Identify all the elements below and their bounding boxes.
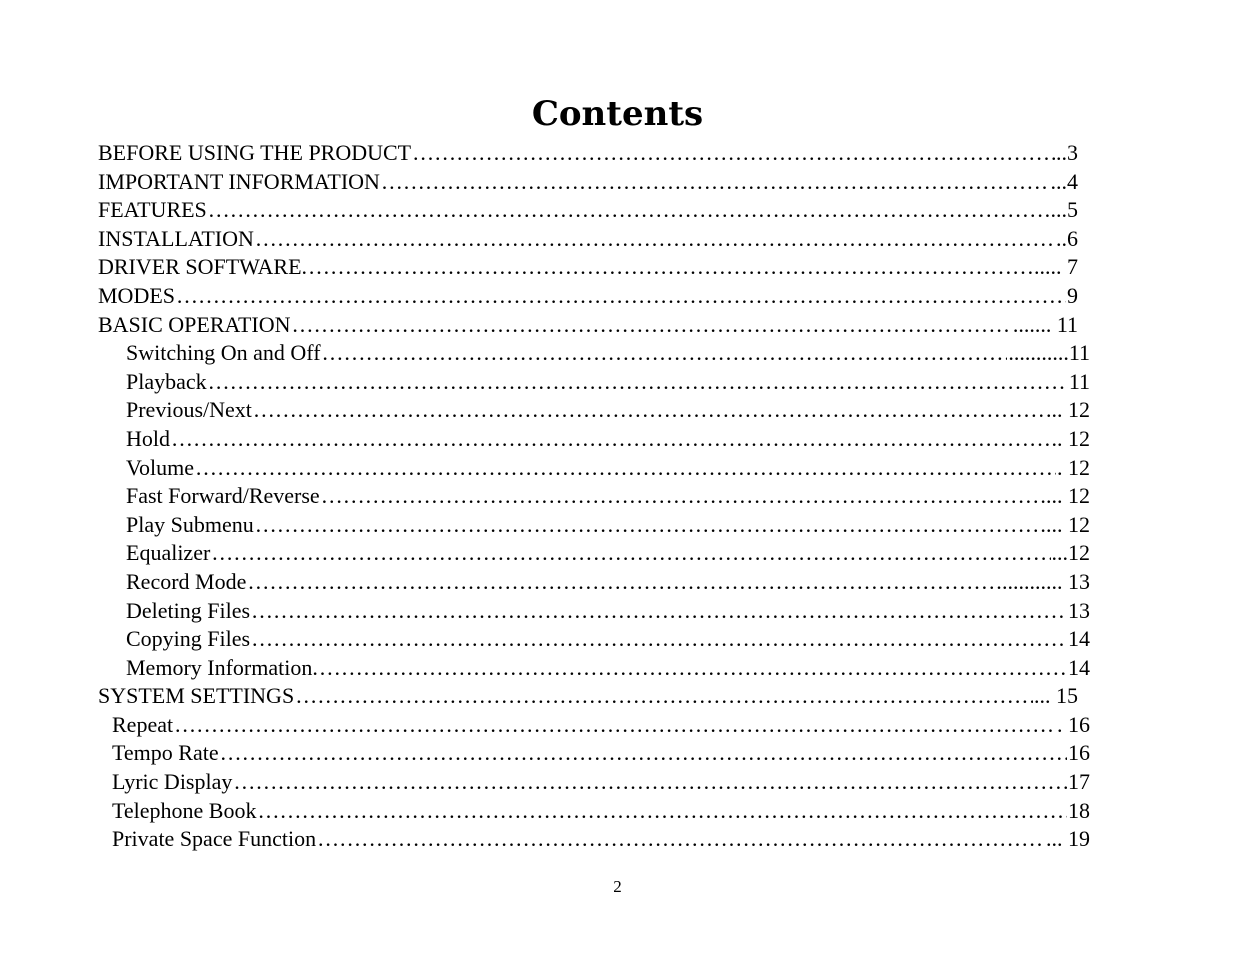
toc-dot-leader bbox=[195, 454, 1056, 483]
toc-entry-label: INSTALLATION bbox=[98, 225, 254, 251]
toc-entry[interactable] bbox=[0, 396, 1090, 425]
toc-dot-leader bbox=[257, 797, 1067, 826]
toc-entry[interactable] bbox=[0, 568, 1090, 597]
toc-entry-page: ...12 bbox=[1051, 540, 1090, 566]
page-title: Contents bbox=[531, 94, 704, 134]
toc-entry-page: ..... 7 bbox=[1034, 254, 1078, 280]
toc-entry-label: Deleting Files bbox=[126, 597, 251, 623]
toc-dot-leader bbox=[208, 196, 1050, 225]
toc-entry[interactable] bbox=[0, 425, 1090, 454]
toc-entry-label: SYSTEM SETTINGS bbox=[98, 683, 295, 709]
toc-entry-page: 17 bbox=[1068, 769, 1090, 795]
toc-entry[interactable] bbox=[0, 739, 1090, 768]
toc-entry-label: DRIVER SOFTWARE. bbox=[98, 254, 308, 280]
toc-entry-page: ... 19 bbox=[1046, 826, 1090, 852]
toc-entry-label: Equalizer bbox=[126, 540, 211, 566]
toc-entry-page: 13 bbox=[1068, 597, 1090, 623]
toc-entry-page: ..3 bbox=[1056, 140, 1078, 165]
toc-entry-page: ...........11 bbox=[1008, 340, 1090, 366]
table-of-contents bbox=[0, 139, 1235, 854]
toc-dot-leader bbox=[255, 511, 1045, 540]
toc-entry-page: ..6 bbox=[1056, 225, 1078, 251]
toc-entry-page: ... 12 bbox=[1046, 483, 1090, 509]
toc-entry-label: Telephone Book bbox=[112, 797, 257, 823]
toc-entry-page: ........... 13 bbox=[1002, 568, 1090, 594]
toc-entry-label: Volume bbox=[126, 454, 195, 480]
toc-entry[interactable] bbox=[0, 225, 1078, 254]
toc-entry-label: BASIC OPERATION bbox=[98, 311, 291, 337]
toc-entry-page: ...4 bbox=[1050, 168, 1078, 194]
toc-dot-leader bbox=[174, 711, 1056, 740]
toc-dot-leader bbox=[233, 768, 1067, 797]
toc-entry-label: Repeat bbox=[112, 711, 174, 737]
toc-entry[interactable] bbox=[0, 768, 1090, 797]
toc-entry-page: 9 bbox=[1067, 282, 1078, 308]
toc-entry-label: Tempo Rate bbox=[112, 740, 219, 766]
toc-entry-label: Record Mode bbox=[126, 568, 247, 594]
toc-dot-leader bbox=[211, 539, 1050, 568]
toc-entry-label: Memory Information. bbox=[126, 654, 318, 680]
toc-dot-leader bbox=[295, 682, 1033, 711]
toc-entry[interactable] bbox=[0, 625, 1090, 654]
toc-entry-label: Private Space Function bbox=[112, 826, 317, 852]
toc-entry-label: MODES bbox=[98, 282, 176, 308]
toc-entry[interactable] bbox=[0, 711, 1090, 740]
toc-dot-leader bbox=[322, 339, 1008, 368]
toc-entry-label: Fast Forward/Reverse bbox=[126, 483, 320, 509]
toc-entry-label: BEFORE USING THE PRODUCT bbox=[98, 140, 412, 165]
toc-entry[interactable] bbox=[0, 253, 1078, 282]
toc-entry-page: 16 bbox=[1068, 740, 1090, 766]
toc-entry[interactable] bbox=[0, 311, 1078, 340]
toc-dot-leader bbox=[171, 425, 1051, 454]
toc-dot-leader bbox=[251, 625, 1067, 654]
toc-dot-leader bbox=[208, 368, 1068, 397]
toc-entry[interactable] bbox=[0, 282, 1078, 311]
toc-dot-leader bbox=[220, 739, 1067, 768]
toc-entry-label: FEATURES bbox=[98, 197, 207, 223]
toc-entry-label: Playback bbox=[126, 368, 207, 394]
toc-entry-label: Play Submenu bbox=[126, 511, 254, 537]
toc-dot-leader bbox=[292, 311, 1012, 340]
toc-entry-label: IMPORTANT INFORMATION bbox=[98, 168, 380, 194]
toc-dot-leader bbox=[317, 825, 1045, 854]
toc-entry-page: 11 bbox=[1068, 368, 1090, 394]
toc-entry[interactable] bbox=[0, 539, 1090, 568]
toc-entry[interactable] bbox=[0, 597, 1090, 626]
toc-entry-page: ... 12 bbox=[1046, 511, 1090, 537]
toc-dot-leader bbox=[253, 396, 1045, 425]
toc-entry[interactable] bbox=[0, 797, 1090, 826]
toc-entry[interactable] bbox=[0, 825, 1090, 854]
toc-entry-page: .. 12 bbox=[1051, 425, 1090, 451]
toc-entry-label: Hold bbox=[126, 425, 170, 451]
toc-dot-leader bbox=[319, 654, 1067, 683]
toc-entry[interactable] bbox=[0, 654, 1090, 683]
page-number: 2 bbox=[613, 877, 622, 896]
toc-entry-page: ...5 bbox=[1050, 197, 1078, 223]
toc-entry[interactable] bbox=[0, 196, 1078, 225]
toc-dot-leader bbox=[381, 168, 1050, 197]
toc-entry[interactable] bbox=[0, 339, 1090, 368]
toc-entry[interactable] bbox=[0, 139, 1078, 168]
toc-entry-page: ... 15 bbox=[1034, 683, 1078, 709]
toc-entry[interactable] bbox=[0, 368, 1090, 397]
toc-entry[interactable] bbox=[0, 511, 1090, 540]
toc-entry[interactable] bbox=[0, 482, 1090, 511]
toc-dot-leader bbox=[255, 225, 1055, 254]
toc-entry[interactable] bbox=[0, 168, 1078, 197]
toc-entry-label: Switching On and Off bbox=[126, 340, 321, 366]
toc-entry-page: ....... 11 bbox=[1012, 311, 1078, 337]
toc-dot-leader bbox=[247, 568, 1001, 597]
toc-entry-page: ... 12 bbox=[1046, 397, 1090, 423]
toc-entry-page: . 16 bbox=[1057, 711, 1090, 737]
toc-dot-leader bbox=[412, 139, 1055, 168]
toc-entry-page: 14 bbox=[1068, 626, 1090, 652]
toc-dot-leader bbox=[308, 253, 1033, 282]
toc-entry-page: 14 bbox=[1068, 654, 1090, 680]
toc-entry-label: Lyric Display bbox=[112, 769, 233, 795]
toc-dot-leader bbox=[321, 482, 1045, 511]
toc-entry-page: . 12 bbox=[1057, 454, 1090, 480]
toc-entry[interactable] bbox=[0, 454, 1090, 483]
toc-entry-page: 18 bbox=[1068, 797, 1090, 823]
toc-dot-leader bbox=[176, 282, 1066, 311]
toc-dot-leader bbox=[251, 597, 1067, 626]
toc-entry-label: Previous/Next bbox=[126, 397, 252, 423]
toc-entry[interactable] bbox=[0, 682, 1078, 711]
toc-entry-label: Copying Files bbox=[126, 626, 251, 652]
